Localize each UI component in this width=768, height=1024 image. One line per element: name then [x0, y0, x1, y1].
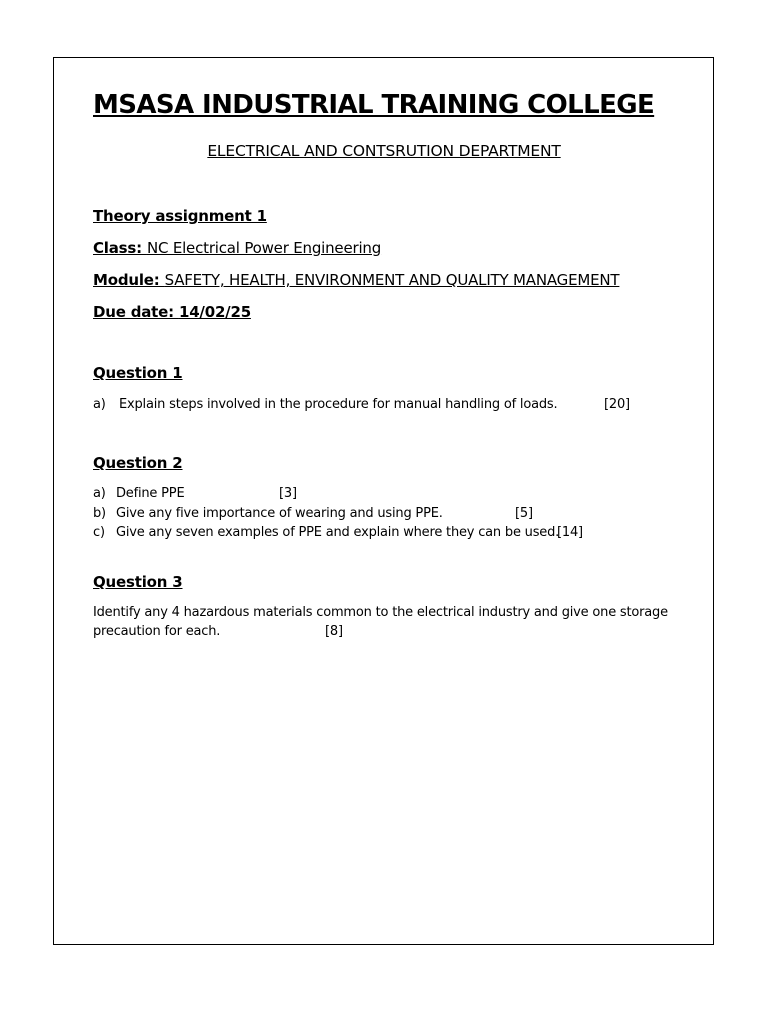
due-value: 14/02/25 — [178, 303, 251, 321]
q3-text-line-1: Identify any 4 hazardous materials common to the electrical industry and give one storage — [93, 605, 668, 620]
due-label: Due date: — [93, 303, 179, 321]
class-line — [93, 239, 381, 257]
assignment-title: Theory assignment 1 — [93, 207, 267, 225]
q2a-marker: a) — [93, 486, 106, 501]
due-date-line — [93, 303, 251, 321]
class-value: NC Electrical Power Engineering — [146, 239, 382, 257]
college-title: MSASA INDUSTRIAL TRAINING COLLEGE — [93, 90, 655, 120]
q3-marks: [8] — [325, 624, 343, 639]
question-1-heading: Question 1 — [93, 364, 183, 382]
class-label: Class: — [93, 239, 147, 257]
module-label: Module: — [93, 271, 165, 289]
question-3-heading: Question 3 — [93, 573, 183, 591]
q2c-marks: [14] — [557, 525, 583, 540]
question-2-heading: Question 2 — [93, 454, 183, 472]
q2b-marks: [5] — [515, 506, 533, 521]
q2c-text: Give any seven examples of PPE and explain where they can be used. — [116, 525, 560, 540]
module-value: SAFETY, HEALTH, ENVIRONMENT AND QUALITY MANAGEMENT — [164, 271, 620, 289]
q1a-text: Explain steps involved in the procedure for manual handling of loads. — [119, 397, 558, 412]
department-title: ELECTRICAL AND CONTSRUTION DEPARTMENT — [207, 142, 561, 160]
q2a-text: Define PPE — [116, 486, 185, 501]
q2b-text: Give any five importance of wearing and using PPE. — [116, 506, 443, 521]
q2c-marker: c) — [93, 525, 105, 540]
page-border — [53, 57, 714, 945]
module-line — [93, 271, 619, 289]
q1a-marker: a) — [93, 397, 106, 412]
q2b-marker: b) — [93, 506, 106, 521]
q2a-marks: [3] — [279, 486, 297, 501]
q1a-marks: [20] — [604, 397, 630, 412]
q3-text-line-2: precaution for each. — [93, 624, 221, 639]
